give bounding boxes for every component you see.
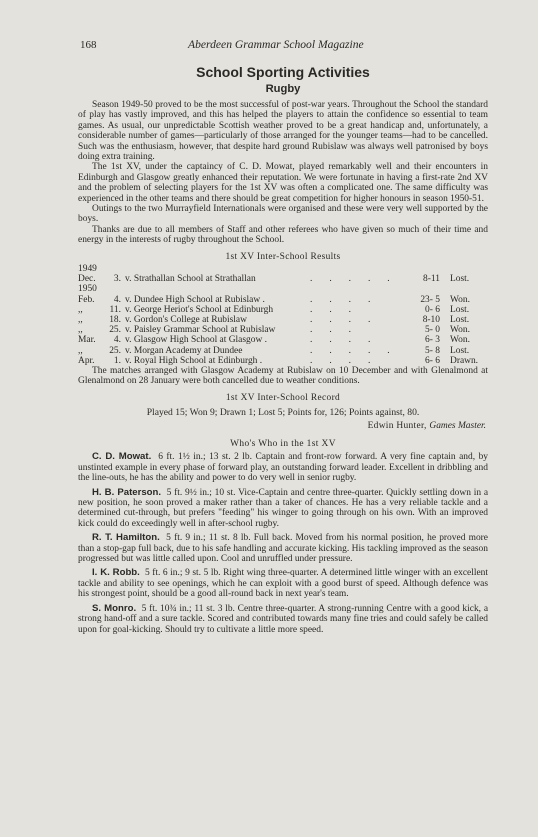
result-outcome: Lost. — [450, 304, 470, 315]
paragraph: Thanks are due to all members of Staff and other referees who have given so much of their time and energy in the interests of rugby throughout the School. — [78, 224, 488, 246]
result-row — [78, 346, 488, 356]
result-row — [78, 315, 488, 325]
result-row — [78, 356, 488, 366]
result-day: 1. — [113, 355, 121, 366]
player-entry — [78, 452, 488, 483]
whos-who-heading: Who's Who in the 1st XV — [230, 439, 336, 449]
result-day: 25. — [109, 345, 121, 356]
result-month: ,, — [78, 304, 83, 315]
player-description: 5 ft. 6 in.; 9 st. 5 lb. Right wing three-quarter. A determined little winger with an excellent tackle and ability to see openings, which he can exploit with a good burst of speed. Although defence was his strongest point, should be a good all-round back in next year's team. — [78, 568, 488, 600]
result-row — [78, 305, 488, 315]
result-month: ,, — [78, 345, 83, 356]
player-name: H. B. Paterson. — [92, 486, 162, 498]
result-row — [78, 274, 488, 284]
result-score: 0- 6 — [425, 304, 440, 315]
record-heading: 1st XV Inter-School Record — [225, 392, 341, 403]
result-row — [78, 295, 488, 305]
page-number: 168 — [80, 39, 97, 51]
page-header — [78, 40, 488, 54]
player-entry — [78, 568, 488, 599]
result-opponent: v. Paisley Grammar School at Rubislaw — [125, 325, 276, 336]
player-entry — [78, 488, 488, 530]
result-score: 5- 8 — [425, 345, 440, 356]
year-label: 1950 — [78, 284, 97, 295]
result-month: Dec. — [78, 274, 96, 285]
player-description: 5 ft. 9½ in.; 10 st. Vice-Captain and centre three-quarter. Quickly settling down in a new position, he soon proved a maker rather than a taker of chances. He has a very reliable tackle and a determined cut-through, but prefers "feeding" his winger to going through on his own. With an improved kick could do exceedingly well in after-school rugby. — [78, 487, 489, 529]
signature-name: Edwin Hunter, — [367, 420, 427, 431]
result-leader-dots: . . . — [310, 304, 359, 315]
result-opponent: v. Morgan Academy at Dundee — [125, 345, 243, 356]
result-month: Feb. — [78, 294, 95, 305]
result-leader-dots: . . . — [310, 325, 359, 336]
section-heading-rugby: Rugby — [265, 83, 301, 95]
player-name: R. T. Hamilton. — [92, 532, 160, 544]
result-opponent: v. Glasgow High School at Glasgow . — [125, 335, 267, 346]
result-day: 4. — [113, 294, 121, 305]
result-score: 23- 5 — [420, 294, 440, 305]
result-leader-dots: . . . . . — [310, 274, 397, 285]
result-leader-dots: . . . . — [310, 315, 378, 326]
player-name: C. D. Mowat. — [92, 451, 152, 463]
result-outcome: Drawn. — [450, 355, 479, 366]
result-leader-dots: . . . . — [310, 355, 378, 366]
player-name: I. K. Robb. — [92, 567, 140, 579]
result-month: Mar. — [78, 335, 96, 346]
result-day: 4. — [113, 335, 121, 346]
magazine-title: Aberdeen Grammar School Magazine — [188, 38, 364, 51]
result-score: 5- 0 — [425, 325, 440, 336]
year-label: 1949 — [78, 264, 97, 275]
result-outcome: Lost. — [450, 345, 470, 356]
results-heading: 1st XV Inter-School Results — [225, 251, 341, 262]
result-leader-dots: . . . . — [310, 335, 378, 346]
paragraph: Outings to the two Murrayfield Internationals were organised and these were very well supported by the boys. — [78, 204, 488, 225]
result-leader-dots: . . . . — [310, 294, 378, 305]
signature — [78, 421, 486, 431]
result-outcome: Lost. — [450, 315, 470, 326]
paragraph: Season 1949-50 proved to be the most successful of post-war years. Throughout the School the standard of play has vastly improved, and this has helped the players to attain the confidence so essential to team games. As usual, our unpredictable Scottish weather proved to be a great handicap and, unfortunately, a considerable number of games—particularly of those arranged for the younger teams—had to be cancelled. Such was the enthusiasm, however, that despite hard ground Rubislaw was always well patronised by boys doing extra training. — [78, 100, 488, 163]
result-score: 6- 6 — [425, 355, 440, 366]
result-outcome: Won. — [450, 294, 470, 305]
player-description: 5 ft. 10¾ in.; 11 st. 3 lb. Centre three-quarter. A strong-running Centre with a good kick, a strong hand-off and a sure tackle. Scored and contributed towards many fine tries and could safely be called upon for goal-kicking. Should try to cultivate a little more speed. — [78, 603, 489, 635]
result-outcome: Won. — [450, 335, 470, 346]
result-month: ,, — [78, 315, 83, 326]
result-outcome: Lost. — [450, 274, 470, 285]
result-day: 3. — [113, 274, 121, 285]
season-record: Played 15; Won 9; Drawn 1; Lost 5; Points for, 126; Points against, 80. — [146, 407, 420, 419]
paragraph: The 1st XV, under the captaincy of C. D. Mowat, played remarkably well and their encounters in Edinburgh and Glasgow greatly enhanced their reputation. We were fortunate in having a first-rate 2nd XV and the problem of selecting players for the 1st XV was often a complicated one. The same difficulty was experienced in the other teams and there should be great competition for higher honours in season 1950-51. — [78, 162, 488, 204]
result-outcome: Won. — [450, 325, 470, 336]
result-row — [78, 325, 488, 335]
signature-role: Games Master. — [429, 420, 486, 431]
result-opponent: v. Gordon's College at Rubislaw — [125, 315, 247, 326]
result-score: 8-11 — [423, 274, 440, 285]
player-entry — [78, 604, 488, 635]
result-score: 8-10 — [422, 315, 440, 326]
article-title: School Sporting Activities — [196, 64, 370, 80]
result-month: ,, — [78, 325, 83, 336]
result-opponent: v. Dundee High School at Rubislaw . — [125, 294, 265, 305]
result-opponent: v. Strathallan School at Strathallan — [125, 274, 256, 285]
results-table — [78, 264, 488, 366]
result-opponent: v. Royal High School at Edinburgh . — [125, 355, 263, 366]
result-day: 25. — [109, 325, 121, 336]
player-description: 5 ft. 9 in.; 11 st. 8 lb. Full back. Moved from his normal position, he proved more than a stop-gap full back, due to his safe handling and accurate kicking. His tackling improved as the season progressed but was little called upon. Cool and unruffled under pressure. — [78, 533, 488, 565]
result-leader-dots: . . . . . — [310, 345, 397, 356]
result-month: Apr. — [78, 355, 95, 366]
result-day: 11. — [109, 304, 121, 315]
result-opponent: v. George Heriot's School at Edinburgh — [125, 304, 274, 315]
player-entry — [78, 533, 488, 564]
result-day: 18. — [109, 315, 121, 326]
result-score: 6- 3 — [425, 335, 440, 346]
results-note: The matches arranged with Glasgow Academy at Rubislaw on 10 December and with Glenalmond at Glenalmond on 28 January were both cancelled due to weather conditions. — [78, 365, 488, 387]
player-description: 6 ft. 1½ in.; 13 st. 2 lb. Captain and front-row forward. A very fine captain and, by unstinted example in every phase of forward play, an outstanding forward leader. Excellent in dribbling and the line-outs, he has the ability and power to do very well in senior rugby. — [78, 452, 489, 484]
result-row — [78, 335, 488, 345]
player-name: S. Monro. — [92, 602, 137, 614]
